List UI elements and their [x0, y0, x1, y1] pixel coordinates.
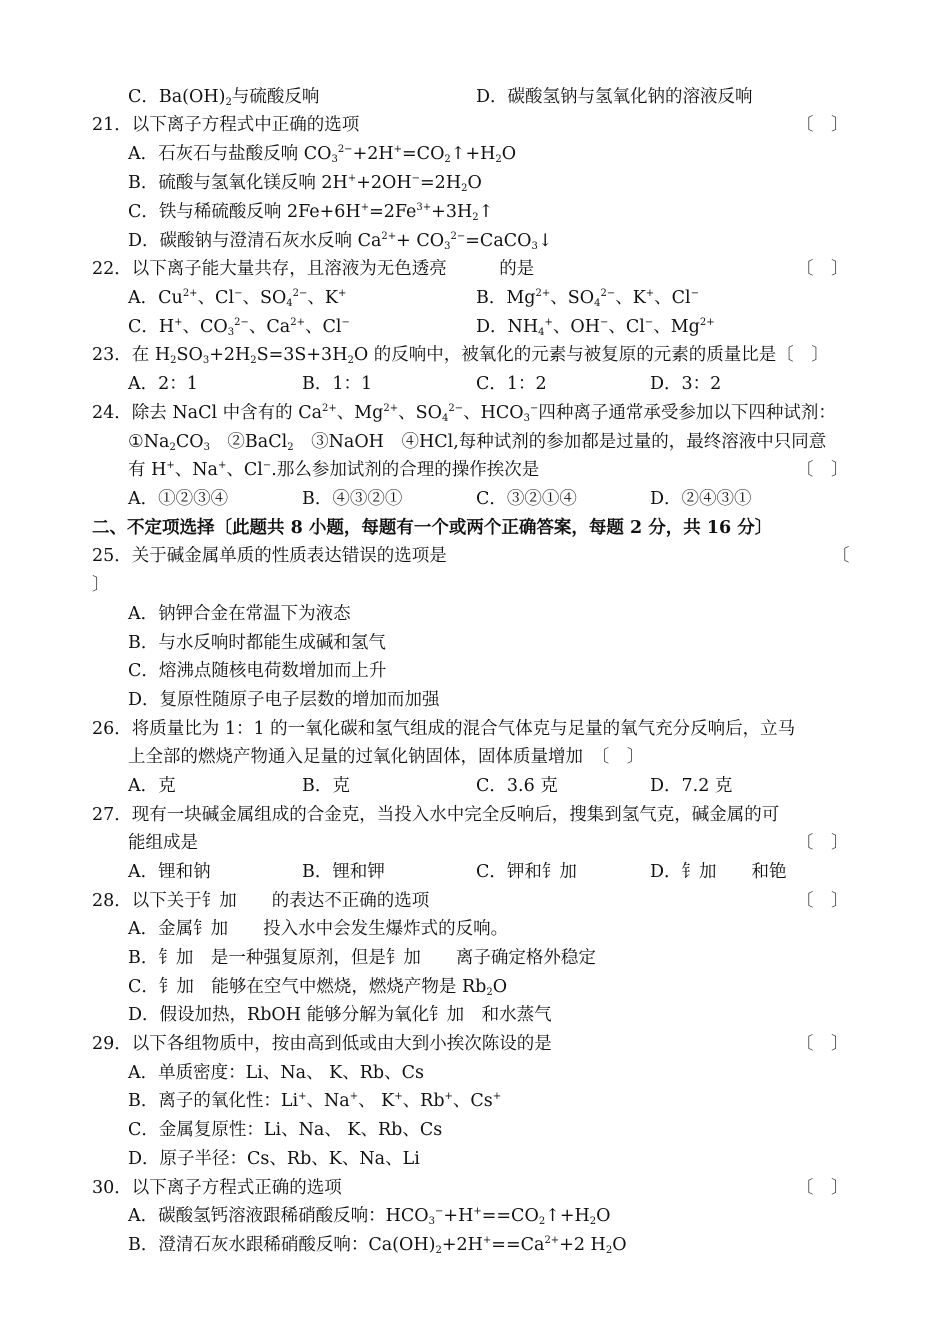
subscript: 3: [531, 241, 538, 252]
text-line: [128, 973, 507, 1002]
text-run: 、Na: [306, 1091, 350, 1111]
text-run: +2H: [352, 144, 394, 164]
text-line: [650, 858, 787, 887]
text-run: 、 K: [358, 1091, 395, 1111]
superscript: +: [394, 1091, 403, 1102]
subscript: 2: [495, 154, 502, 165]
subscript: 3: [227, 327, 235, 338]
text-run: B．与水反响时都能生成碱和氢气: [128, 633, 386, 653]
text-run: 、SO: [398, 403, 442, 423]
text-run: SO: [176, 345, 203, 365]
text-run: O: [467, 173, 482, 193]
text-line: [476, 370, 547, 399]
subscript: 2: [170, 355, 177, 366]
text-run: A．单质密度：Li、Na、 K、Rb、Cs: [128, 1063, 424, 1083]
text-run: ↑+H: [450, 144, 496, 164]
superscript: +: [645, 288, 655, 299]
text-run: ↑+H: [545, 1206, 590, 1226]
text-line: [92, 111, 359, 140]
text-run: =CO: [402, 144, 445, 164]
superscript: +: [544, 317, 553, 328]
text-run: 24．除去 NaCl 中含有的 Ca: [92, 403, 323, 423]
text-run: +2OH: [356, 173, 412, 193]
text-run: CO: [175, 432, 204, 452]
text-run: 、Cs: [452, 1091, 493, 1111]
subscript: 4: [538, 327, 545, 338]
text-line: [128, 227, 553, 256]
text-run: ①Na: [128, 432, 170, 452]
superscript: +: [349, 1091, 359, 1102]
text-run: B．④③②①: [302, 489, 403, 509]
text-run: B．澄清石灰水跟稀硝酸反响：Ca(OH): [128, 1235, 436, 1255]
text-line: [92, 514, 772, 543]
text-line: [92, 801, 779, 830]
superscript: −: [341, 317, 350, 328]
text-run: 二、不定项选择〔此题共 8 小题，每题有一个或两个正确答案，每题 2 分，共 16 分〕: [92, 518, 773, 538]
text-run: A．碳酸氢钙溶液跟稀硝酸反响：HCO: [128, 1206, 429, 1226]
superscript: 2−: [337, 144, 353, 155]
text-run: A．钠钾合金在常温下为液态: [128, 604, 351, 624]
superscript: 2−: [450, 231, 466, 242]
subscript: 2: [472, 212, 479, 223]
text-run: 、Cl: [608, 317, 645, 337]
text-run: =CaCO: [465, 231, 532, 251]
text-run: +H: [443, 1206, 474, 1226]
text-run: +2H: [441, 1235, 483, 1255]
text-run: ↓: [537, 231, 553, 251]
text-run: C．Ba(OH): [128, 87, 226, 107]
text-run: A．克: [128, 776, 176, 796]
text-line: [92, 341, 829, 370]
text-line: [128, 169, 482, 198]
text-run: + CO: [396, 231, 445, 251]
text-run: D．假设加热，RbOH 能够分解为氧化钅加 和水蒸气: [128, 1005, 552, 1025]
text-line: [476, 858, 577, 887]
text-run: 27．现有一块碱金属组成的合金克，当投入水中完全反响后，搜集到氢气克，碱金属的可: [92, 805, 780, 825]
text-line: [476, 772, 558, 801]
text-run: 22．以下离子能大量共存，且溶液为无色透亮 的是: [92, 259, 535, 279]
superscript: +: [298, 1091, 307, 1102]
text-run: C．熔沸点随核电荷数增加而上升: [128, 661, 387, 681]
subscript: 2: [486, 987, 493, 998]
superscript: +: [492, 1091, 502, 1102]
text-line: [650, 772, 732, 801]
text-run: 26．将质量比为 1：1 的一氧化碳和氢气组成的混合气体克与足量的氧气充分反响后，立马: [92, 719, 796, 739]
text-run: 、Rb: [402, 1091, 445, 1111]
superscript: +: [217, 460, 227, 471]
text-run: 有 H: [128, 460, 167, 480]
subscript: 4: [441, 413, 449, 424]
text-run: 、SO: [242, 288, 287, 308]
subscript: 3: [444, 241, 451, 252]
subscript: 3: [428, 1216, 436, 1227]
text-run: B．离子的氧化性：Li: [128, 1091, 299, 1111]
superscript: 2+: [699, 317, 715, 328]
text-line: [128, 829, 198, 858]
text-run: +2H: [209, 345, 251, 365]
subscript: 2: [461, 183, 468, 194]
text-line: [128, 858, 211, 887]
text-run: D．3：2: [650, 374, 722, 394]
text-run: C．③②①④: [476, 489, 577, 509]
text-line: [128, 944, 596, 973]
text-run: 、K: [307, 288, 338, 308]
text-run: C．钅加 能够在空气中燃烧，燃烧产物是 Rb: [128, 977, 487, 997]
subscript: 2: [169, 442, 176, 453]
answer-bracket: 〔 〕: [796, 1034, 849, 1054]
text-line: [92, 255, 534, 284]
text-run: 、Na: [174, 460, 218, 480]
text-run: A．①②③④: [128, 489, 229, 509]
text-line: [476, 83, 753, 112]
subscript: 3: [523, 413, 530, 424]
subscript: 2: [605, 1245, 613, 1256]
superscript: +: [482, 1235, 492, 1246]
subscript: 4: [286, 298, 293, 309]
text-run: A．Cu: [128, 288, 183, 308]
subscript: 2: [589, 1216, 597, 1227]
text-run: 、OH: [552, 317, 600, 337]
text-line: [92, 715, 795, 744]
text-line: [128, 485, 228, 514]
text-run: C．金属复原性：Li、Na、 K、Rb、Cs: [128, 1120, 443, 1140]
text-run: ==CO: [481, 1206, 539, 1226]
text-run: D．7.2 克: [650, 776, 733, 796]
text-run: O 的反响中，被氧化的元素与被复原的元素的质量比是〔 〕: [353, 345, 829, 365]
superscript: −: [435, 1206, 444, 1217]
text-run: 、Cl: [305, 317, 342, 337]
text-run: B．锂和钾: [302, 862, 385, 882]
text-line: [92, 399, 836, 428]
text-line: [92, 571, 110, 600]
superscript: +: [347, 173, 357, 184]
text-run: 28．以下关于钅加 的表达不正确的选项: [92, 891, 430, 911]
subscript: 2: [347, 355, 354, 366]
superscript: −: [411, 173, 421, 184]
text-line: [128, 370, 198, 399]
text-line: [92, 1030, 552, 1059]
text-line: [476, 485, 577, 514]
superscript: −: [234, 288, 243, 299]
text-line: [128, 83, 319, 112]
subscript: 2: [250, 355, 257, 366]
text-run: 29．以下各组物质中，按由高到低或由大到小挨次陈设的是: [92, 1034, 552, 1054]
answer-bracket: 〔 〕: [796, 833, 849, 853]
text-run: C．铁与稀硫酸反响 2Fe+6H: [128, 202, 361, 222]
text-run: 四种离子通常承受参加以下四种试剂：: [538, 403, 836, 423]
text-line: [128, 743, 644, 772]
text-run: O: [612, 1235, 627, 1255]
superscript: 2+: [290, 317, 305, 328]
superscript: −: [644, 317, 654, 328]
subscript: 3: [203, 442, 210, 453]
text-line: [128, 600, 351, 629]
text-line: [92, 887, 429, 916]
text-run: A．锂和钠: [128, 862, 211, 882]
text-run: .那么参加试剂的合理的操作挨次是: [271, 460, 540, 480]
text-run: +3H: [431, 202, 473, 222]
superscript: 2−: [234, 317, 249, 328]
text-run: C．3.6 克: [476, 776, 558, 796]
text-run: ③NaOH ④HCl,每种试剂的参加都是过量的，最终溶液中只同意: [293, 432, 827, 452]
text-line: [128, 915, 508, 944]
text-line: [128, 1145, 420, 1174]
text-line: [128, 686, 440, 715]
text-line: [650, 370, 721, 399]
text-run: 30．以下离子方程式正确的选项: [92, 1178, 342, 1198]
text-line: [128, 198, 493, 227]
superscript: +: [393, 144, 403, 155]
superscript: +: [473, 1206, 482, 1217]
text-run: D．复原性随原子电子层数的增加而加强: [128, 690, 440, 710]
text-run: 、Mg: [653, 317, 700, 337]
superscript: 2+: [322, 403, 337, 414]
text-line: [128, 456, 539, 485]
text-run: 、Mg: [336, 403, 384, 423]
answer-bracket: 〔 〕: [796, 891, 849, 911]
text-run: D．碳酸氢钠与氢氧化钠的溶液反响: [476, 87, 753, 107]
subscript: 4: [594, 298, 601, 309]
text-run: 与硫酸反响: [231, 87, 320, 107]
answer-bracket: 〔 〕: [796, 115, 849, 135]
superscript: −: [690, 288, 700, 299]
text-run: S=3S+3H: [256, 345, 348, 365]
text-run: 、SO: [550, 288, 595, 308]
answer-bracket: 〔 〕: [796, 259, 849, 279]
text-line: [128, 313, 350, 342]
text-run: O: [596, 1206, 611, 1226]
text-run: 、Ca: [248, 317, 291, 337]
text-line: [128, 140, 516, 169]
superscript: +: [166, 460, 175, 471]
subscript: 2: [444, 154, 451, 165]
text-line: [128, 1001, 552, 1030]
superscript: 2+: [535, 288, 551, 299]
text-line: [302, 370, 372, 399]
text-line: [650, 485, 752, 514]
text-run: D．原子半径：Cs、Rb、K、Na、Li: [128, 1149, 420, 1169]
answer-bracket: 〔 〕: [796, 1178, 849, 1198]
text-run: O: [501, 144, 517, 164]
text-run: 上全部的燃烧产物通入足量的过氧化钠固体，固体质量增加 〔 〕: [128, 747, 645, 767]
text-run: =2H: [420, 173, 462, 193]
text-run: 21．以下离子方程式中正确的选项: [92, 115, 360, 135]
text-run: 25．关于碱金属单质的性质表达错误的选项是: [92, 546, 447, 566]
text-run: 23．在 H: [92, 345, 171, 365]
text-run: C．1：2: [476, 374, 547, 394]
text-run: D．NH: [476, 317, 539, 337]
text-line: [128, 1202, 611, 1231]
subscript: 2: [287, 442, 294, 453]
subscript: 3: [202, 355, 210, 366]
superscript: +: [174, 317, 183, 328]
text-run: 、HCO: [463, 403, 524, 423]
text-run: A．2：1: [128, 374, 198, 394]
text-run: 能组成是: [128, 833, 198, 853]
text-line: [302, 485, 402, 514]
text-run: ==Ca: [491, 1235, 545, 1255]
subscript: 3: [331, 154, 338, 165]
superscript: 2+: [544, 1235, 560, 1246]
superscript: −: [529, 403, 539, 414]
text-line: [128, 1059, 424, 1088]
text-run: A．金属钅加 投入水中会发生爆炸式的反响。: [128, 919, 509, 939]
text-run: 、Cl: [197, 288, 235, 308]
text-run: 、CO: [182, 317, 228, 337]
text-run: C．钾和钅加: [476, 862, 577, 882]
text-line: [302, 858, 385, 887]
superscript: 2−: [292, 288, 308, 299]
superscript: −: [262, 460, 272, 471]
superscript: 2+: [381, 231, 397, 242]
text-run: D．钅加 和铯: [650, 862, 787, 882]
superscript: +: [444, 1091, 453, 1102]
text-run: 、K: [615, 288, 646, 308]
text-line: [128, 772, 176, 801]
text-run: B．钅加 是一种强复原剂，但是钅加 离子确定格外稳定: [128, 948, 596, 968]
answer-bracket: 〔: [832, 546, 850, 566]
text-run: D．②④③①: [650, 489, 752, 509]
text-line: [128, 428, 826, 457]
text-run: ②BaCl: [209, 432, 288, 452]
subscript: 2: [538, 1216, 546, 1227]
text-line: [128, 1087, 501, 1116]
superscript: +: [360, 202, 370, 213]
superscript: −: [599, 317, 609, 328]
subscript: 2: [435, 1245, 442, 1256]
superscript: 3+: [416, 202, 432, 213]
text-line: [302, 772, 350, 801]
text-run: +2 H: [559, 1235, 606, 1255]
superscript: 2+: [182, 288, 198, 299]
text-line: [128, 629, 386, 658]
superscript: +: [338, 288, 347, 299]
text-run: C．H: [128, 317, 175, 337]
superscript: 2+: [383, 403, 399, 414]
superscript: 2−: [448, 403, 464, 414]
text-line: [92, 1174, 342, 1203]
text-run: B．硫酸与氢氧化镁反响 2H: [128, 173, 348, 193]
text-line: [476, 284, 699, 313]
text-line: [128, 1116, 442, 1145]
subscript: 2: [225, 97, 232, 108]
superscript: 2−: [600, 288, 616, 299]
text-line: [128, 1231, 627, 1260]
text-run: 、Cl: [654, 288, 691, 308]
text-run: O: [492, 977, 508, 997]
text-run: D．碳酸钠与澄清石灰水反响 Ca: [128, 231, 382, 251]
text-run: 〕: [92, 575, 110, 595]
text-run: B．克: [302, 776, 350, 796]
text-run: B．Mg: [476, 288, 536, 308]
text-line: [476, 313, 715, 342]
text-run: ↑: [478, 202, 494, 222]
text-run: 、Cl: [226, 460, 263, 480]
text-line: [128, 284, 346, 313]
text-run: A．石灰石与盐酸反响 CO: [128, 144, 332, 164]
text-line: [128, 657, 386, 686]
answer-bracket: 〔 〕: [796, 460, 849, 480]
text-run: B．1：1: [302, 374, 373, 394]
text-line: [92, 542, 447, 571]
text-run: =2Fe: [369, 202, 417, 222]
